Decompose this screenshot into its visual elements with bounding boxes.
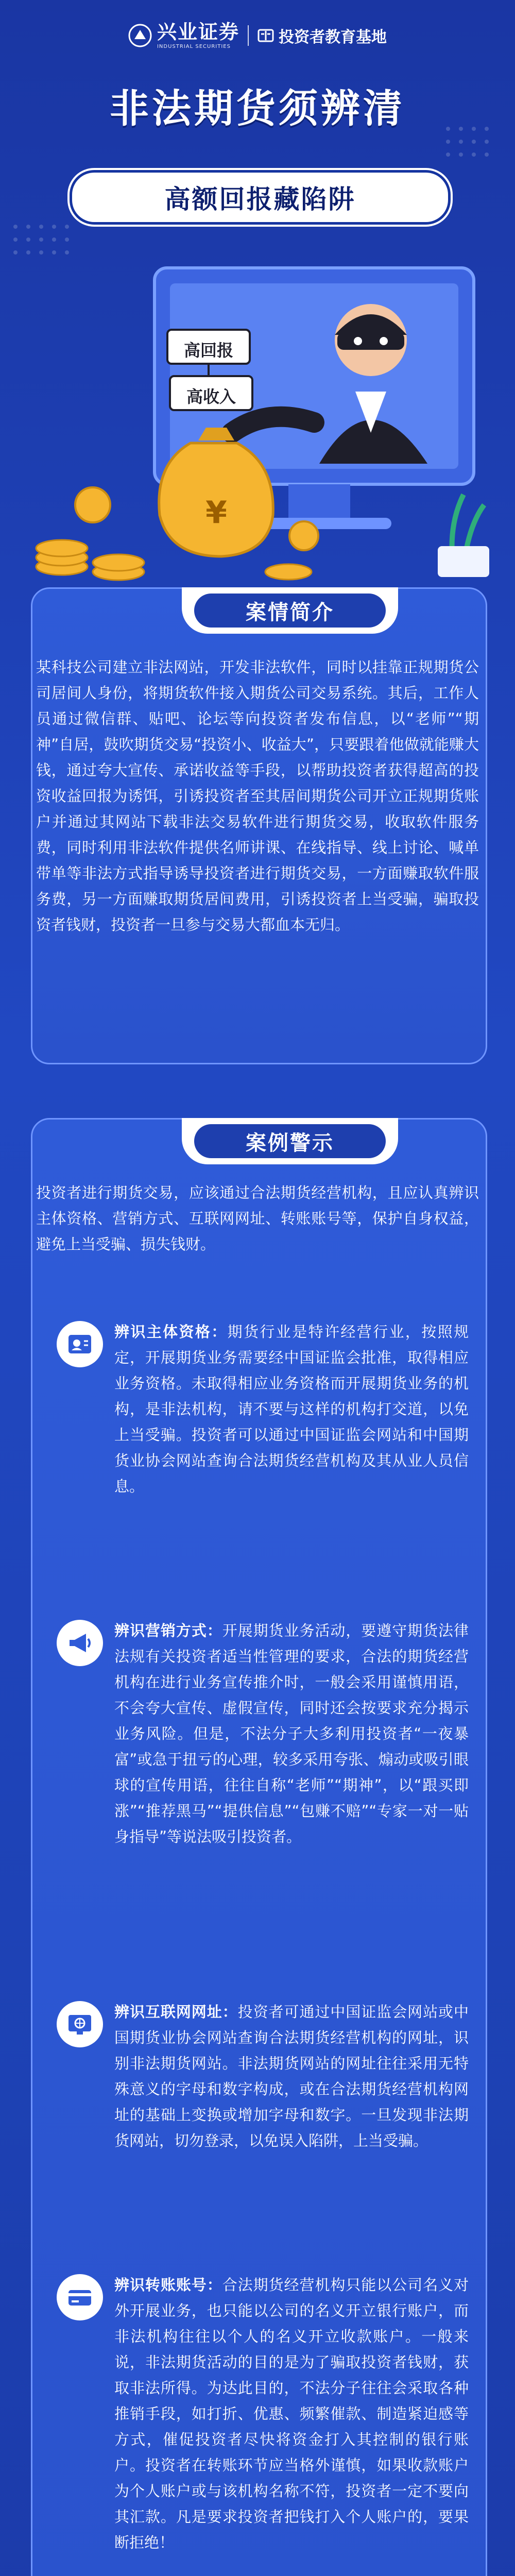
warning-item-title: 辨识营销方式： (114, 1622, 222, 1639)
warning-item-text (114, 1999, 469, 2154)
case-warning-intro: 投资者进行期货交易，应该通过合法期货经营机构，且应认真辨识主体资格、营销方式、互联网网址、转账账号等，保护自身权益，避免上当受骗、损失钱财。 (36, 1184, 479, 1253)
sign-high-return-text: 高回报 (183, 341, 233, 360)
web-icon (57, 2001, 103, 2047)
brand-subtitle: INDUSTRIAL SECURITIES (157, 43, 231, 49)
brand-divider (248, 25, 249, 46)
case-intro-body: 某科技公司建立非法网站，开发非法软件，同时以挂靠正规期货公司居间人身份，将期货软件接入期货公司交易系统。其后，工作人员通过微信群、贴吧、论坛等向投资者发布信息，以“老师”“期神”自居，鼓吹期货交易“投资小、收益大”，只要跟着他做就能赚大钱，通过夸大宣传、承诺收益等手段，以帮助投资者获得超高的投资收益回报为诱饵，引诱投资者至其居间期货公司开立正规期货账户并通过其网站下载非法交易软件进行期货交易，收取软件服务费，同时利用非法软件提供名师讲课、在线指导、线上讨论、喊单带单等非法方式指导诱导投资者进行期货交易，一方面赚取软件服务费，另一方面赚取期货居间费用，引诱投资者上当受骗，骗取投资者钱财，投资者一旦参与交易大都血本无归。 (36, 658, 479, 934)
money-bag-symbol: ¥ (205, 495, 227, 531)
warning-item-marketing (57, 1618, 469, 1850)
industrial-securities-logo-icon (128, 24, 152, 47)
case-warning-tab (182, 1118, 398, 1164)
warning-item-title: 辨识主体资格： (114, 1323, 228, 1341)
person-id-icon (57, 1321, 103, 1367)
page-title: 非法期货须辨清 (110, 86, 405, 131)
warning-item-text (114, 1618, 469, 1850)
warning-item-body: 合法期货经营机构只能以公司名义对外开展业务，也只能以公司的名义开立银行账户，而非法机构往往以个人的名义开立收款账户。一般来说，非法期货活动的目的是为了骗取投资者钱财，获取非法所得。为达此目的，不法分子往往会采取各种推销手段，如打折、优惠、频繁催款、制造紧迫感等方式，催促投资者尽快将资金打入其控制的银行账户。投资者在转账环节应当格外谨慎，如果收款账户为个人账户或与该机构名称不符，投资者一定不要向其汇款。凡是要求投资者把钱打入个人账户的，要果断拒绝！ (114, 2276, 469, 2551)
hero-illustration (0, 237, 515, 587)
brand-logo (128, 22, 239, 49)
case-intro-heading: 案情简介 (194, 594, 386, 628)
warning-item-title: 辨识转账账号： (114, 2276, 222, 2294)
warning-item-account (57, 2272, 469, 2555)
brand-header (0, 18, 515, 54)
warning-item-title: 辨识互联网网址： (114, 2003, 238, 2021)
brand-name: 兴业证券 (157, 20, 239, 43)
case-warning-heading: 案例警示 (194, 1124, 386, 1158)
page-subtitle: 高额回报藏陷阱 (70, 170, 451, 225)
partner-brand (257, 24, 387, 47)
education-base-icon (257, 27, 274, 44)
warning-item-website (57, 1999, 469, 2154)
bank-card-icon (57, 2274, 103, 2320)
partner-name: 投资者教育基地 (279, 28, 387, 46)
warning-item-text (114, 1319, 469, 1499)
warning-item-body: 投资者可通过中国证监会网站或中国期货业协会网站查询合法期货经营机构的网址，识别非法期货网站。非法期货网站的网址往往采用无特殊意义的字母和数字构成，或在合法期货经营机构网址的基础上变换或增加字母和数字。一旦发现非法期货网站，切勿登录，以免误入陷阱，上当受骗。 (114, 2003, 469, 2149)
megaphone-icon (57, 1620, 103, 1666)
warning-item-body: 期货行业是特许经营行业，按照规定，开展期货业务需要经中国证监会批准，取得相应业务资格。未取得相应业务资格而开展期货业务的机构，是非法机构，请不要与这样的机构打交道，以免上当受骗。投资者可以通过中国证监会网站和中国期货业协会网站查询合法期货经营机构及其从业人员信息。 (114, 1323, 469, 1495)
warning-item-text (114, 2272, 469, 2555)
warning-item-identity (57, 1319, 469, 1499)
sign-high-income-text: 高收入 (186, 387, 236, 406)
warning-item-body: 开展期货业务活动，要遵守期货法律法规有关投资者适当性管理的要求，合法的期货经营机构在进行业务宣传推介时，一般会采用谨慎用语，不会夸大宣传、虚假宣传，同时还会按要求充分揭示业务风险。但是，不法分子大多利用投资者“一夜暴富”或急于扭亏的心理，较多采用夸张、煽动或吸引眼球的宣传用语，往往自称“老师”“期神”，以“跟买即涨”“推荐黑马”“提供信息”“包赚不赔”“专家一对一贴身指导”等说法吸引投资者。 (114, 1622, 469, 1845)
case-intro-tab (182, 587, 398, 634)
